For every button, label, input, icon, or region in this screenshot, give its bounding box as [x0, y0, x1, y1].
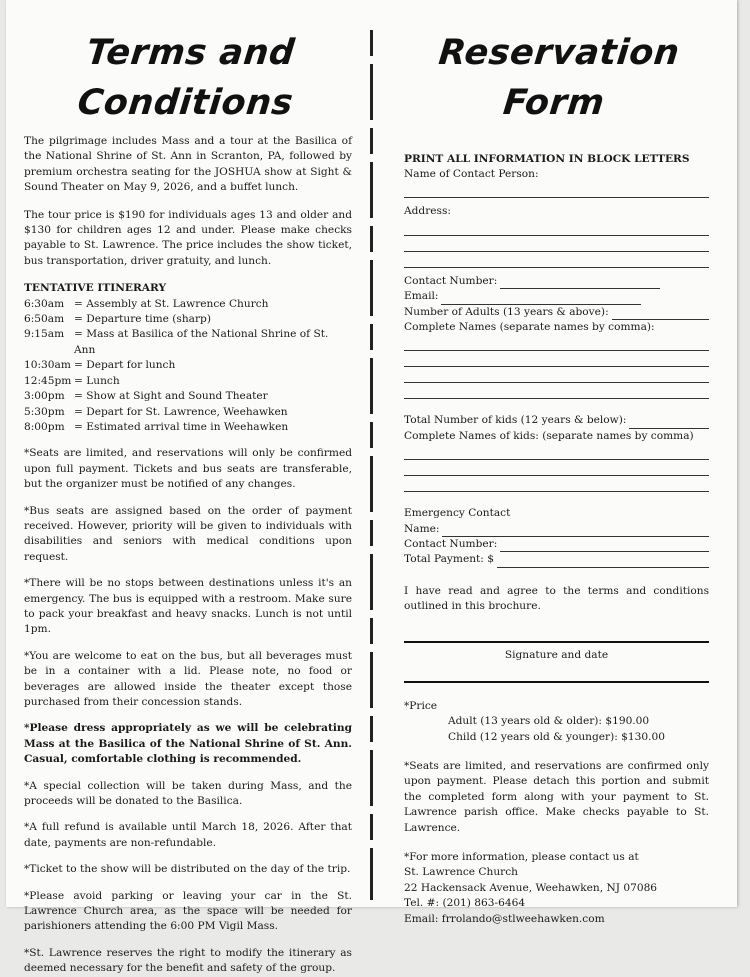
itinerary-list [24, 297, 352, 436]
agree-statement: I have read and agree to the terms and conditions outlined in this brochure. [404, 584, 709, 613]
brochure-page [6, 0, 737, 975]
note-parking: *Please avoid parking or leaving your car in the St. Lawrence Church area, as the space will be needed for parishioners attending the 6:00 PM Vigil Mass. [24, 889, 352, 933]
kids-field[interactable] [404, 413, 709, 428]
terms-title: Terms and Conditions [75, 33, 297, 123]
note-bus-seats: *Bus seats are assigned based on the order of payment received. However, priority will be given to individuals with disabilities and seniors with medical conditions upon request. [24, 504, 352, 563]
itinerary-time: 10:30am [24, 359, 71, 372]
reservation-column [404, 28, 709, 927]
itinerary-desc: = Show at Sight and Sound Theater [74, 390, 268, 403]
itinerary-row [24, 374, 352, 389]
itinerary-time: 3:00pm [24, 390, 65, 403]
itinerary-row [24, 297, 352, 312]
email-label: Email: [404, 290, 439, 303]
itinerary-desc: = Departure time (sharp) [74, 313, 211, 326]
itinerary-desc: = Depart for St. Lawrence, Weehawken [74, 405, 288, 418]
emergency-number-label: Contact Number: [404, 538, 498, 551]
emergency-heading [404, 506, 709, 521]
itinerary-row [24, 327, 352, 358]
kids-names-line[interactable] [404, 460, 709, 476]
address-line[interactable] [404, 252, 709, 268]
kids-names-line[interactable] [404, 476, 709, 492]
itinerary-desc: = Lunch [74, 374, 120, 387]
itinerary-desc: = Depart for lunch [74, 359, 176, 372]
note-no-stops: *There will be no stops between destinations unless it's an emergency. The bus is equipped with a restroom. Make sure to pack your breakfast and heavy snacks. Lunch is not until 1pm. [24, 577, 352, 636]
note-collection: *A special collection will be taken during Mass, and the proceeds will be donated to the Basilica. [24, 779, 352, 808]
kids-names-label: Complete Names of kids: (separate names by comma) [404, 429, 694, 442]
emergency-heading-text: Emergency Contact [404, 507, 511, 520]
terms-column [24, 28, 352, 977]
price-paragraph: The tour price is $190 for individuals ages 13 and older and $130 for children ages 12 and under. Please make checks payable to St. Lawrence. The price includes the show ticket, bus transportation, driver gratuity, and lunch. [24, 208, 352, 267]
contact-number-label: Contact Number: [404, 274, 498, 287]
itinerary-time: 6:50am [24, 313, 65, 326]
names-line[interactable] [404, 367, 709, 383]
signature-label: Signature and date [504, 648, 609, 661]
names-line[interactable] [404, 383, 709, 399]
church-address: 22 Hackensack Avenue, Weehawken, NJ 07086 [404, 881, 658, 894]
contact-person-field[interactable] [404, 167, 709, 182]
contact-person-label: Name of Contact Person: [404, 168, 539, 180]
itinerary-time: 8:00pm [24, 420, 65, 433]
address-line[interactable] [404, 220, 709, 236]
complete-names-field[interactable] [404, 320, 709, 335]
info-heading: *For more information, please contact us at [404, 850, 639, 863]
note-refund: *A full refund is available until March 18, 2026. After that date, payments are non-refundable. [24, 821, 352, 849]
emergency-number-line[interactable] [500, 540, 709, 552]
church-name: St. Lawrence Church [404, 866, 518, 879]
total-payment-field[interactable] [404, 552, 709, 567]
itinerary-row [24, 312, 352, 327]
itinerary-desc: = Assembly at St. Lawrence Church [74, 297, 269, 310]
note-tickets: *Ticket to the show will be distributed on the day of the trip. [24, 863, 351, 876]
itinerary-desc: = Estimated arrival time in Weehawken [74, 420, 289, 433]
address-line[interactable] [404, 236, 709, 252]
church-email[interactable]: Email: frrolando@stlweehawken.com [404, 912, 605, 925]
emergency-name-field[interactable] [404, 522, 709, 537]
address-label: Address: [404, 205, 451, 218]
church-phone: Tel. #: (201) 863-6464 [404, 897, 526, 910]
itinerary-row [24, 389, 352, 404]
price-adult: Adult (13 years old & older): $190.00 [448, 715, 650, 728]
total-payment-label: Total Payment: $ [404, 553, 494, 566]
kids-label: Total Number of kids (12 years & below): [404, 414, 627, 427]
itinerary-heading: TENTATIVE ITINERARY [24, 282, 167, 295]
note-modify-itinerary: *St. Lawrence reserves the right to modify the itinerary as deemed necessary for the benefit and safety of the group. [24, 946, 352, 975]
adults-label: Number of Adults (13 years & above): [404, 305, 609, 318]
contact-person-line[interactable] [404, 182, 709, 198]
names-line[interactable] [404, 335, 709, 351]
itinerary-row [24, 405, 352, 420]
price-child: Child (12 years old & younger): $130.00 [448, 730, 665, 743]
emergency-name-label: Name: [404, 522, 440, 535]
note-dress-code: *Please dress appropriately as we will be celebrating Mass at the Basilica of the National Shrine of St. Ann. Casual, comfortable clothing is recommended. [24, 722, 352, 766]
emergency-number-field[interactable] [404, 537, 709, 552]
contact-number-field[interactable] [404, 274, 709, 289]
kids-names-field[interactable] [404, 429, 709, 444]
adults-line[interactable] [612, 308, 709, 320]
itinerary-desc: = Mass at Basilica of the National Shrine of St. Ann [74, 328, 329, 356]
note-full-payment: *Seats are limited, and reservations will only be confirmed upon full payment. Tickets and bus seats are transferable, but the organizer must be notified of any changes. [24, 447, 352, 491]
complete-names-label: Complete Names (separate names by comma): [404, 321, 655, 334]
note-beverages: *You are welcome to eat on the bus, but all beverages must be in a container with a lid. Please note, no food or beverages are allowed inside the theater except those purchased from their concession stands. [24, 649, 352, 708]
contact-number-line[interactable] [500, 277, 660, 289]
adults-field[interactable] [404, 305, 709, 320]
itinerary-time: 9:15am [24, 328, 65, 341]
email-field[interactable] [404, 289, 709, 304]
kids-line[interactable] [629, 417, 709, 429]
reservation-title: Reservation Form [436, 33, 682, 123]
itinerary-time: 6:30am [24, 297, 65, 310]
price-heading: *Price [404, 699, 438, 712]
email-line[interactable] [441, 293, 641, 305]
total-payment-line[interactable] [497, 556, 709, 568]
detach-line [404, 681, 709, 683]
column-divider [370, 30, 373, 900]
itinerary-row [24, 420, 352, 435]
intro-paragraph: The pilgrimage includes Mass and a tour at the Basilica of the National Shrine of St. Ann in Scranton, PA, followed by premium orchestra seating for the JOSHUA show at Sight & Sound Theater on May 9, 2026, and a buffet lunch. [24, 135, 352, 194]
itinerary-time: 12:45pm [24, 374, 72, 387]
emergency-name-line[interactable] [442, 525, 709, 537]
names-line[interactable] [404, 351, 709, 367]
itinerary-time: 5:30pm [24, 405, 65, 418]
seats-note: *Seats are limited, and reservations are confirmed only upon payment. Please detach this portion and submit the completed form along with your payment to St. Lawrence parish office. Make checks payable to St. Lawrence. [404, 759, 709, 834]
signature-line[interactable] [404, 641, 709, 643]
print-instruction: PRINT ALL INFORMATION IN BLOCK LETTERS [404, 153, 690, 165]
address-field[interactable] [404, 204, 709, 219]
itinerary-row [24, 358, 352, 373]
kids-names-line[interactable] [404, 444, 709, 460]
